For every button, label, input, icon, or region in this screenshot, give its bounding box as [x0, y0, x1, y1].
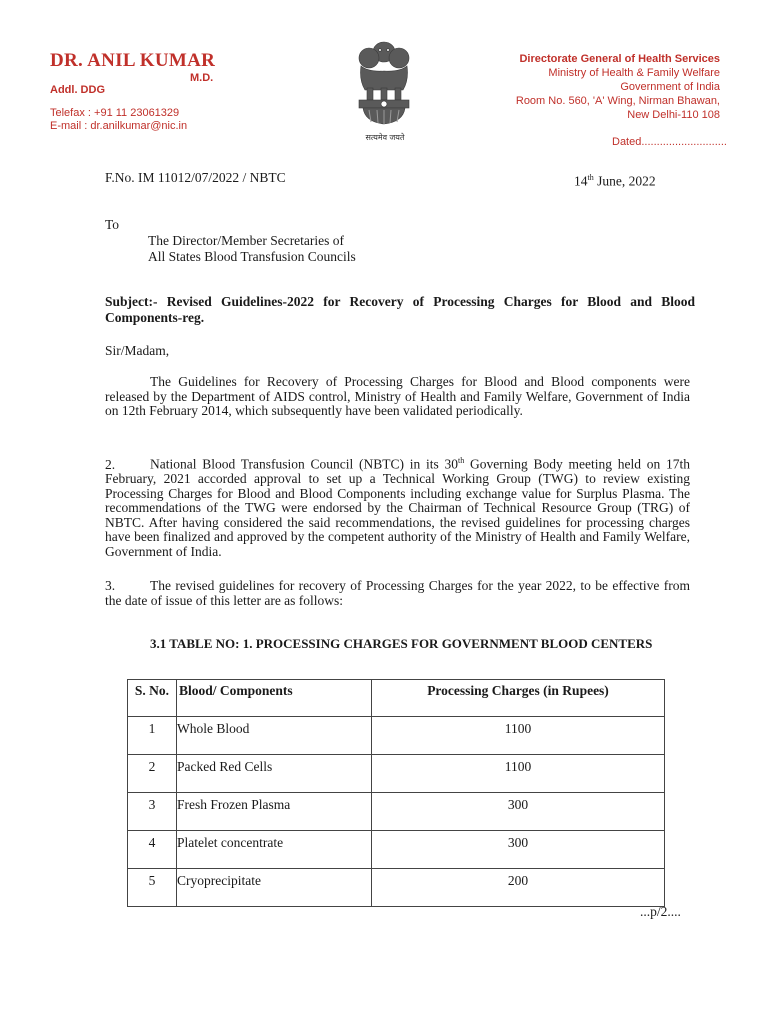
addressee-line-1: The Director/Member Secretaries of — [148, 233, 345, 248]
file-number: F.No. IM 11012/07/2022 / NBTC — [105, 170, 286, 185]
table-row — [128, 831, 665, 869]
cell-charge: 1100 — [372, 755, 665, 793]
table-header-row — [128, 680, 665, 717]
table-row — [128, 869, 665, 907]
paragraph-1 — [105, 375, 690, 419]
letterhead-designation: Addl. DDG — [50, 84, 105, 96]
letterhead-organization — [470, 52, 720, 122]
letterhead-name: DR. ANIL KUMAR — [50, 50, 216, 71]
cell-sno: 1 — [128, 717, 177, 755]
dated-field: Dated............................ — [612, 136, 727, 148]
paragraph-3 — [105, 579, 690, 608]
table-title: 3.1 TABLE NO: 1. PROCESSING CHARGES FOR GOVERNMENT BLOOD CENTERS — [150, 636, 653, 651]
cell-sno: 2 — [128, 755, 177, 793]
date-month-year: June, 2022 — [593, 173, 656, 189]
paragraph-2 — [105, 454, 690, 559]
cell-sno: 3 — [128, 793, 177, 831]
paragraph-3-text: The revised guidelines for recovery of Processing Charges for the year 2022, to be effective from the date of issue of this letter are as follows: — [105, 578, 690, 608]
cell-sno: 5 — [128, 869, 177, 907]
cell-component: Fresh Frozen Plasma — [177, 793, 372, 831]
city-address: New Delhi-110 108 — [627, 109, 720, 121]
cell-component: Platelet concentrate — [177, 831, 372, 869]
cell-charge: 300 — [372, 793, 665, 831]
letterhead-telefax: Telefax : +91 11 23061329 — [50, 107, 180, 119]
paragraph-1-text: The Guidelines for Recovery of Processing Charges for Blood and Blood components were released by the Department of AIDS control, Ministry of Health and Family Welfare, Government of India on 12th February 2014, which subsequently have been validated periodically. — [105, 374, 690, 418]
cell-sno: 4 — [128, 831, 177, 869]
room-address: Room No. 560, 'A' Wing, Nirman Bhawan, — [515, 95, 720, 107]
cell-charge: 200 — [372, 869, 665, 907]
to-label: To — [105, 217, 120, 232]
organization-name: Directorate General of Health Services — [519, 53, 720, 65]
addressee — [148, 233, 356, 265]
salutation: Sir/Madam, — [105, 343, 170, 358]
cell-component: Whole Blood — [177, 717, 372, 755]
paragraph-2-text-b: Governing Body meeting held on 17th February, 2021 accorded approval to set up a Technical Working Group (TWG) to review existing Processing Charges for Blood and Blood Components including exchange value for Surplus Plasma. The recommendations of the TWG were endorsed by the Chairman of Technical Resource Group (TRG) of NBTC. After having considered the said recommendations, the revised guidelines for processing charges have been finalized and approved by the competent authority of the Ministry of Health and Family Welfare, Government of India. — [105, 456, 690, 559]
emblem-motto: सत्यमेव जयते — [365, 133, 405, 142]
paragraph-2-text-a: National Blood Transfusion Council (NBTC) in its 30 — [150, 456, 459, 472]
table-row — [128, 717, 665, 755]
letterhead-email: E-mail : dr.anilkumar@nic.in — [50, 120, 188, 132]
paragraph-2-sup: th — [458, 456, 465, 465]
date-day: 14 — [574, 173, 588, 189]
cell-component: Cryoprecipitate — [177, 869, 372, 907]
date-suffix: th — [587, 173, 594, 182]
cell-component: Packed Red Cells — [177, 755, 372, 793]
paragraph-2-number: 2. — [105, 456, 116, 472]
paragraph-3-number: 3. — [105, 578, 116, 593]
cell-charge: 300 — [372, 831, 665, 869]
letter-date — [574, 171, 656, 189]
letterhead-qualification: M.D. — [190, 72, 214, 84]
subject-line: Subject:- Revised Guidelines-2022 for Recovery of Processing Charges for Blood and Blood Components-reg. — [105, 294, 695, 325]
header-charges: Processing Charges (in Rupees) — [372, 680, 665, 717]
cell-charge: 1100 — [372, 717, 665, 755]
addressee-line-2: All States Blood Transfusion Councils — [148, 249, 356, 264]
header-sno: S. No. — [128, 680, 177, 717]
table-row — [128, 755, 665, 793]
ministry-name: Ministry of Health & Family Welfare — [548, 67, 720, 79]
header-components: Blood/ Components — [177, 680, 372, 717]
table-row — [128, 793, 665, 831]
government-name: Government of India — [620, 81, 720, 93]
page-continuation: ...p/2.... — [640, 904, 681, 919]
processing-charges-table — [127, 679, 665, 907]
